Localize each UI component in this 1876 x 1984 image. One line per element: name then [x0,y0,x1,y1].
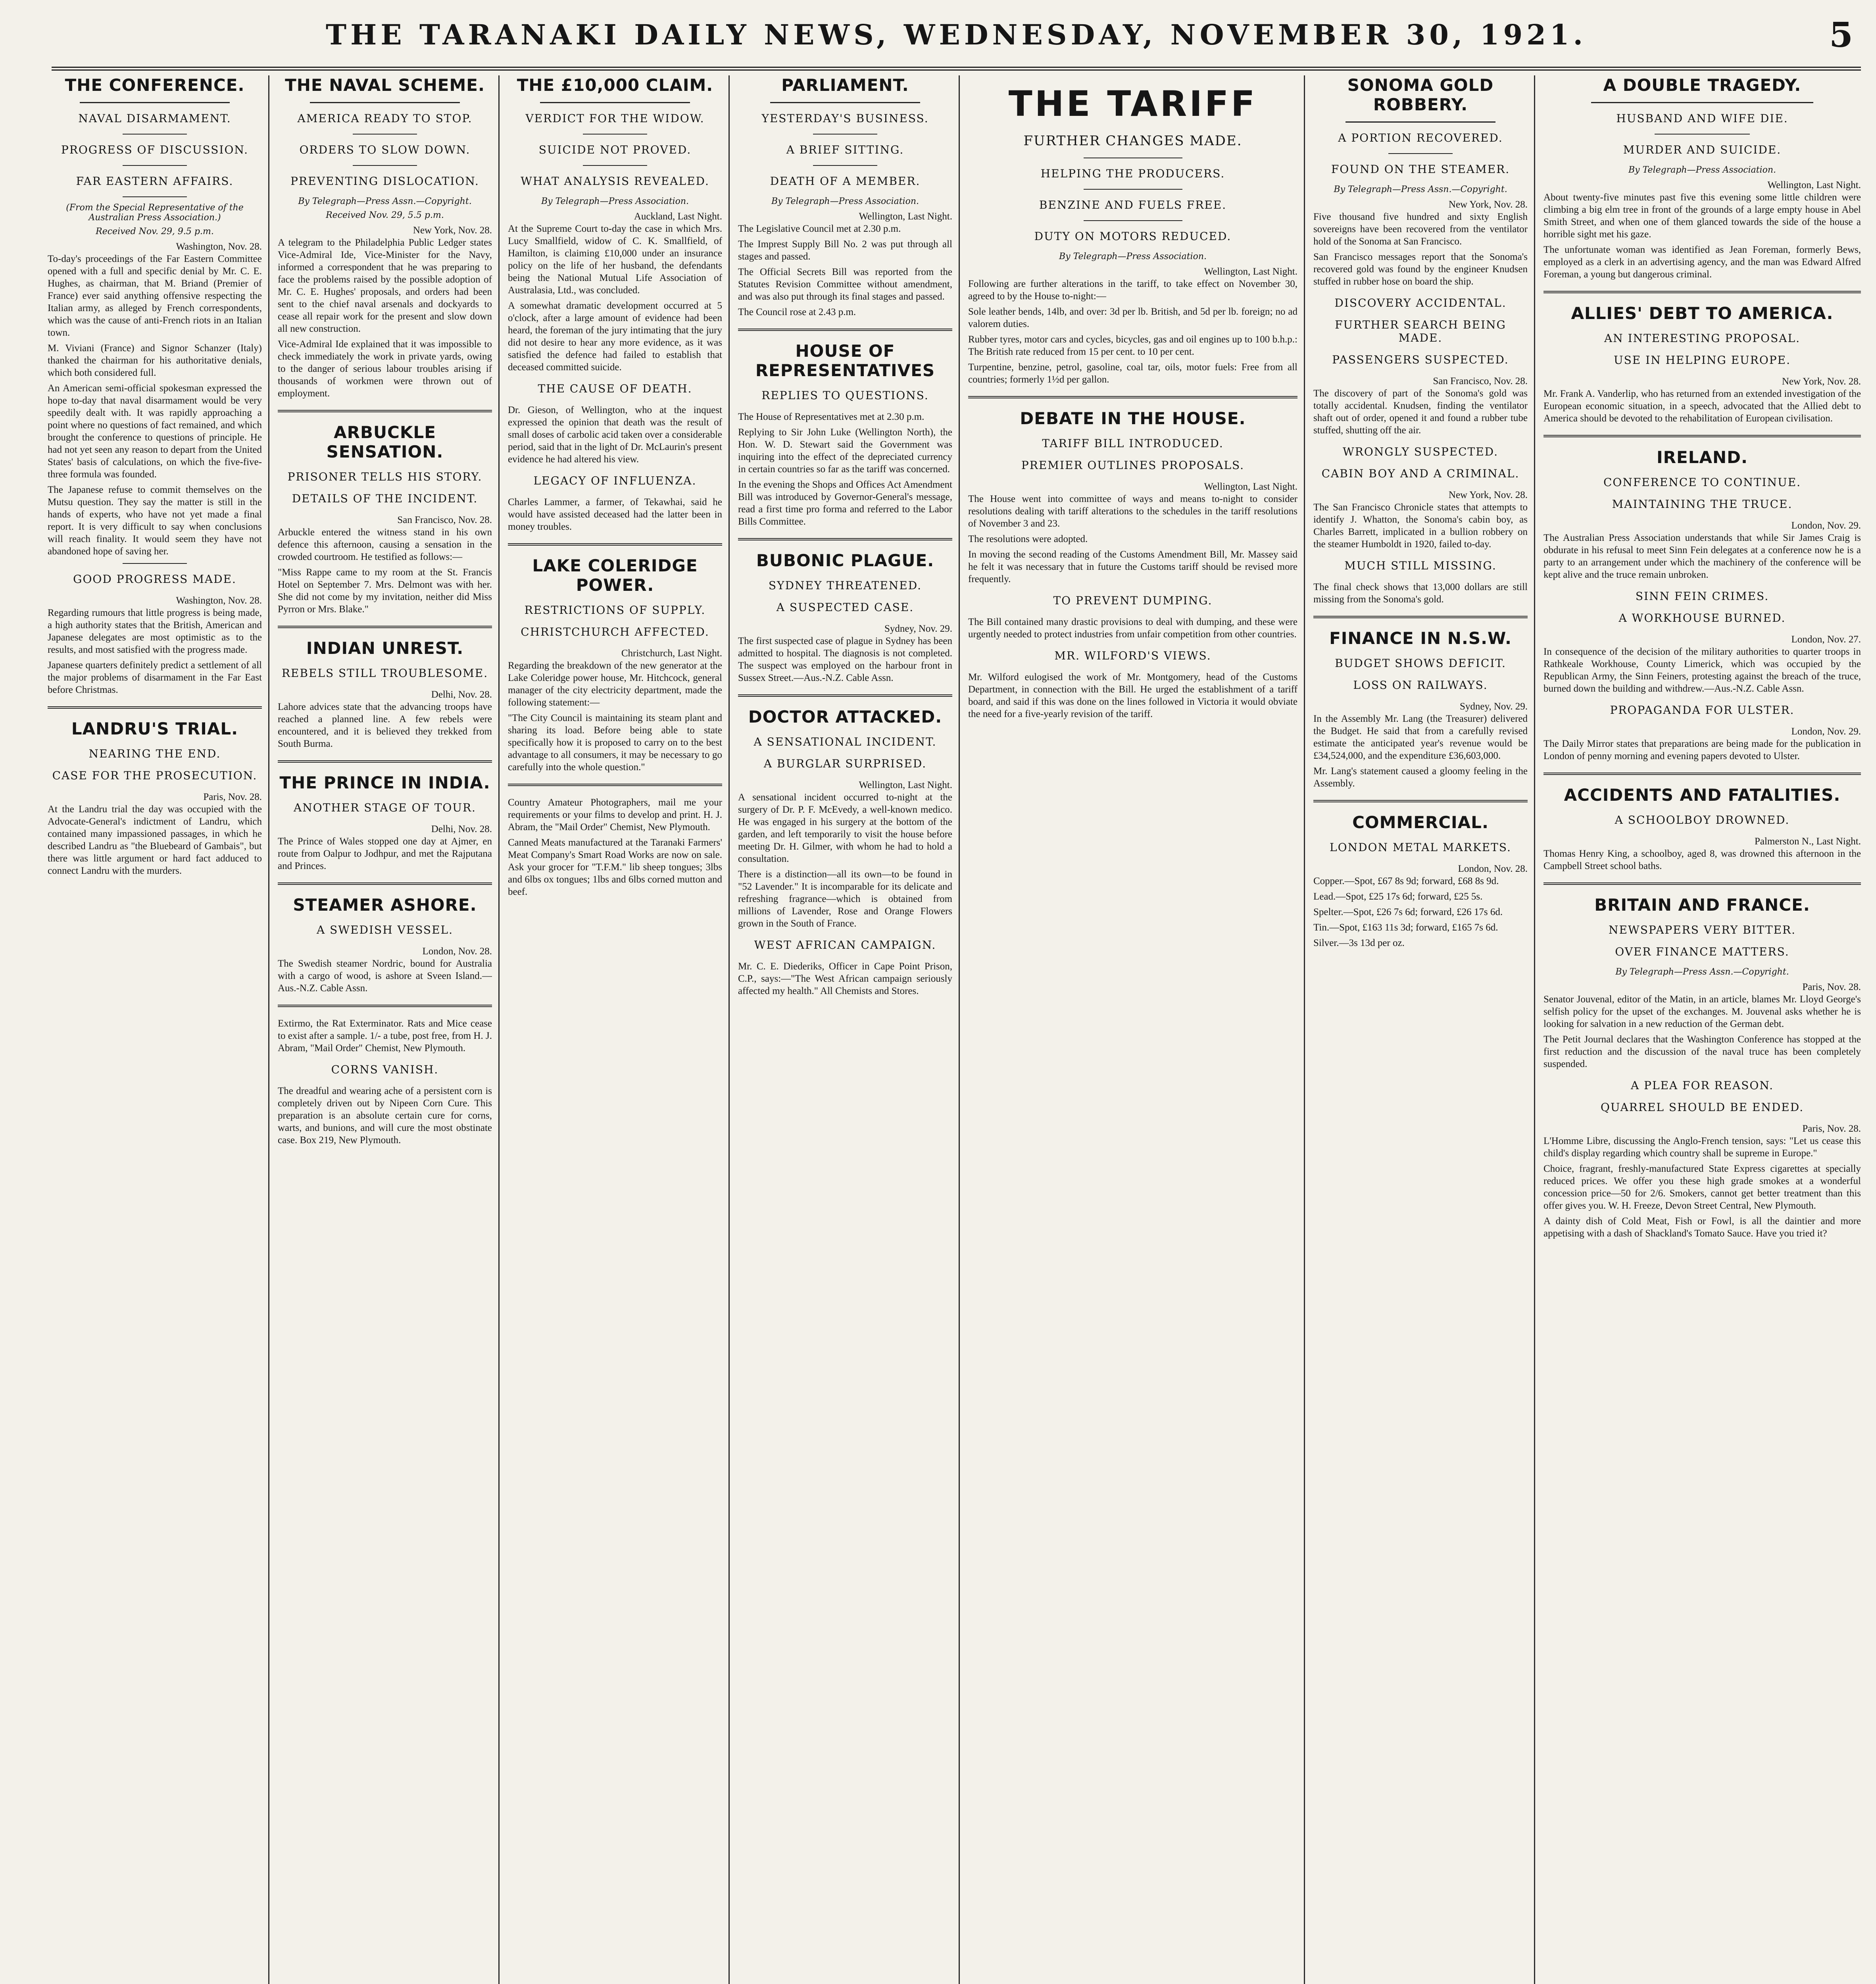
article-paragraph: Charles Lammer, a farmer, of Tekawhai, said he would have assisted deceased had the latter been in money troubles. [508,497,722,532]
article-paragraph: Mr. Lang's statement caused a gloomy feeling in the Assembly. [1313,766,1528,789]
page-number: 5 [1829,15,1853,55]
subhead: SYDNEY THREATENED. [768,579,922,592]
column-conference [48,75,262,1984]
credit-line: By Telegraph—Press Association. [1059,252,1207,261]
subhead: NEARING THE END. [88,747,221,760]
credit-line: By Telegraph—Press Association. [1628,165,1776,175]
column-claim [508,75,722,1984]
subhead: CHRISTCHURCH AFFECTED. [521,625,709,638]
masthead [52,7,1861,71]
subhead: PRISONER TELLS HIS STORY. [287,470,482,483]
subhead: HELPING THE PRODUCERS. [1040,167,1225,180]
article-paragraph: Following are further alterations in the tariff, to take effect on November 30, agreed to by the House to-night:— [968,279,1297,302]
article-paragraph: About twenty-five minutes past five this evening some little children were climbing a big elm tree in front of the grounds of a large empty house in Abel Smith Street, and when one of them glanced towards the side of the house a horrible sight met his gaze. [1543,192,1861,240]
headline-tariff: THE TARIFF [1008,83,1257,124]
headline-commercial: COMMERCIAL. [1352,813,1489,832]
subhead: HUSBAND AND WIFE DIE. [1616,112,1788,125]
headline-landru: LANDRU'S TRIAL. [71,719,238,738]
subhead: WHAT ANALYSIS REVEALED. [521,175,709,188]
advertisement: Mr. C. E. Diederiks, Officer in Cape Point Prison, C.P., says:—"The West African campaign seriously affected my health." All Chemists and Stores. [738,961,952,996]
article-paragraph: Rubber tyres, motor cars and cycles, bicycles, gas and oil engines up to 100 b.h.p.: The British rate reduced from 15 per cent. to 10 per cent. [968,334,1297,357]
advertisement: Country Amateur Photographers, mail me your requirements or your films to develop and print. H. J. Abram, the "Mail Order" Chemist, New Plymouth. [508,797,722,832]
subhead: BENZINE AND FUELS FREE. [1039,198,1227,211]
dateline: Washington, Nov. 28. [176,595,262,606]
dateline: London, Nov. 27. [1791,634,1861,645]
article-paragraph: Dr. Gieson, of Wellington, who at the inquest expressed the opinion that death was the result of small doses of carbolic acid taken over a considerable period, said that in the light of Dr. McLaurin's present evidence he had altered his view. [508,405,722,465]
subhead: REPLIES TO QUESTIONS. [761,389,929,402]
article-paragraph: The Australian Press Association understands that while Sir James Craig is obdurate in his refusal to meet Sinn Fein delegates at a conference now he is a party to an arrangement under which the machinery of the conference will be kept alive and the truce remain unbroken. [1543,533,1861,580]
subhead: CORNS VANISH. [331,1063,439,1076]
subhead: PREMIER OUTLINES PROPOSALS. [1021,459,1245,472]
article-paragraph: To-day's proceedings of the Far Eastern Committee opened with a full and specific denial by Mr. C. E. Hughes, as chairman, that M. Briand (Premier of France) ever said anything offensive respecting the Italian army, as alleged by French correspondents, which was the cause of anti-French riots in an Italian town. [48,254,262,338]
article-paragraph: A somewhat dramatic development occurred at 5 o'clock, after a large amount of evidence had been heard, the foreman of the jury intimating that the jury did not desire to hear any more evidence, as it was satisfied the defence had failed to establish that deceased committed suicide. [508,300,722,373]
column-sonoma [1313,75,1528,1984]
article-paragraph: The discovery of part of the Sonoma's gold was totally accidental. Knudsen, finding the ventilator shaft out of order, opened it and found a rubber tube stuffed, shutting off the air. [1313,388,1528,436]
subhead: MR. WILFORD'S VIEWS. [1054,649,1211,662]
subhead: DEATH OF A MEMBER. [770,175,921,188]
article-paragraph: Japanese quarters definitely predict a settlement of all the major problems of disarmament in the Far East before Christmas. [48,660,262,695]
subhead: MUCH STILL MISSING. [1344,559,1497,572]
subhead: ANOTHER STAGE OF TOUR. [294,801,476,814]
column-rule [1534,75,1535,1984]
subhead: MAINTAINING THE TRUCE. [1612,498,1793,511]
headline-prince-india: THE PRINCE IN INDIA. [279,773,490,792]
dateline: Sydney, Nov. 29. [884,623,952,634]
dateline: London, Nov. 28. [422,946,492,957]
headline-indian-unrest: INDIAN UNREST. [306,638,464,658]
subhead: FOUND ON THE STEAMER. [1331,163,1510,176]
column-right [1543,75,1861,1984]
article-paragraph: The final check shows that 13,000 dollars are still missing from the Sonoma's gold. [1313,582,1528,605]
subhead: DUTY ON MOTORS REDUCED. [1034,230,1232,243]
received-line: Received Nov. 29, 5.5 p.m. [326,210,444,220]
advertisement: A dainty dish of Cold Meat, Fish or Fowl, is all the daintier and more appetising with a dash of Shackland's Tomato Sauce. Have you tried it? [1543,1216,1861,1239]
subhead: CASE FOR THE PROSECUTION. [52,769,258,782]
subhead: AN INTERESTING PROPOSAL. [1604,332,1801,345]
article-paragraph: Thomas Henry King, a schoolboy, aged 8, was drowned this afternoon in the Campbell Street school baths. [1543,848,1861,871]
headline-bubonic-plague: BUBONIC PLAGUE. [756,551,934,570]
article-paragraph: The Prince of Wales stopped one day at Ajmer, en route from Oalpur to Jodhpur, and met the Rajputana and Princes. [278,836,492,871]
dateline: Paris, Nov. 28. [203,792,262,802]
headline-britain-france: BRITAIN AND FRANCE. [1594,895,1810,915]
advertisement: Extirmo, the Rat Exterminator. Rats and Mice cease to exist after a sample. 1/- a tube, post free, from H. J. Abram, "Mail Order" Chemist, New Plymouth. [278,1018,492,1054]
dateline: Delhi, Nov. 28. [431,689,492,700]
subhead: SINN FEIN CRIMES. [1635,590,1769,603]
subhead: LEGACY OF INFLUENZA. [533,474,697,487]
column-parliament [738,75,952,1984]
article-paragraph: The Imprest Supply Bill No. 2 was put through all stages and passed. [738,239,952,262]
article-paragraph: The resolutions were adopted. [968,534,1088,544]
article-paragraph: Vice-Admiral Ide explained that it was impossible to check immediately the work in private yards, owing to the danger of serious labour troubles arising if thousands of workmen were thrown out of employment. [278,339,492,399]
dateline: San Francisco, Nov. 28. [1433,376,1528,386]
article-paragraph: "The City Council is maintaining its steam plant and sharing its load. Before being able to state specifically how it is proposed to carry on to the best advantage to all consumers, it may be necessary to go carefully into the whole question." [508,713,722,773]
dateline: Wellington, Last Night. [1767,180,1861,190]
headline-steamer-ashore: STEAMER ASHORE. [293,895,477,915]
column-rule [959,75,960,1984]
subhead: RESTRICTIONS OF SUPPLY. [524,604,706,617]
headline-naval-scheme: THE NAVAL SCHEME. [285,75,485,95]
subhead: A SENSATIONAL INCIDENT. [753,735,937,748]
subhead: SUICIDE NOT PROVED. [538,143,692,156]
article-paragraph: Lahore advices state that the advancing troops have reached a planned line. A few rebels were encountered, and it is believed they trekked from South Burma. [278,702,492,749]
headline-conference: THE CONFERENCE. [65,75,245,95]
column-rule [1304,75,1305,1984]
subhead: AMERICA READY TO STOP. [297,112,473,125]
article-paragraph: The Petit Journal declares that the Washington Conference has stopped at the first reduction and the discussion of the naval truce has been completely suspended. [1543,1034,1861,1069]
article-paragraph: The San Francisco Chronicle states that attempts to identify J. Whatton, the Sonoma's cabin boy, as Charles Barrett, implicated in a bullion robbery on the steamer Humboldt in 1920, failed to-day. [1313,502,1528,550]
dateline: New York, Nov. 28. [1448,490,1528,500]
subhead: LONDON METAL MARKETS. [1330,841,1511,854]
headline-debate: DEBATE IN THE HOUSE. [1020,409,1246,428]
received-line: Received Nov. 29, 9.5 p.m. [96,227,214,236]
subhead: FURTHER SEARCH BEING MADE. [1335,318,1506,344]
article-paragraph: In moving the second reading of the Customs Amendment Bill, Mr. Massey said he felt it was necessary that in future the Customs tariff should be revised more frequently. [968,549,1297,584]
dateline: London, Nov. 29. [1791,726,1861,737]
subhead: PROGRESS OF DISCUSSION. [61,143,249,156]
column-tariff [968,75,1297,1984]
article-paragraph: At the Supreme Court to-day the case in which Mrs. Lucy Smallfield, widow of C. K. Smallfield, of Hamilton, is claiming £10,000 under an insurance policy on the life of her husband, the defendants being the National Mutual Life Association of Australasia, Ltd., was concluded. [508,223,722,296]
subhead: REBELS STILL TROUBLESOME. [281,667,488,680]
article-paragraph: In the Assembly Mr. Lang (the Treasurer) delivered the Budget. He said that from a carefully revised estimate the anticipated year's revenue would be £34,524,000, and the expenditure £36,603,000. [1313,713,1528,761]
subhead: A SWEDISH VESSEL. [317,923,453,936]
article-paragraph: An American semi-official spokesman expressed the hope to-day that naval disarmament would be very speedily dealt with. It was rapidly approaching a point where no questions of fact remained, and which brought the conference to questions of principle. He had not yet seen any reason to depart from the United States' basis of calculations, on which the five-five-three formula was founded. [48,383,262,480]
headline-house: HOUSE OF REPRESENTATIVES [755,341,935,380]
dateline: Sydney, Nov. 29. [1459,701,1528,712]
headline-arbuckle: ARBUCKLE SENSATION. [326,423,444,461]
headline-lake-coleridge: LAKE COLERIDGE POWER. [532,556,698,595]
headline-double-tragedy: A DOUBLE TRAGEDY. [1603,75,1801,95]
article-paragraph: In consequence of the decision of the military authorities to quarter troops in Rathkeale Workhouse, County Limerick, which was occupied by the Republican Army, the Sinn Feiners, protesting against the breach of the truce, burned down the building and withdrew.—Aus.-N.Z. Cable Assn. [1543,646,1861,694]
advertisement: Canned Meats manufactured at the Taranaki Farmers' Meat Company's Smart Road Works are now on sale. Ask your grocer for "T.F.M." lib sheep tongues; 3lbs and 6lbs ox tongues; 1lbs and 6lbs corned mutton and beef. [508,837,722,897]
article-paragraph: Regarding the breakdown of the new generator at the Lake Coleridge power house, Mr. Hitchcock, general manager of the city electricity department, made the following statement:— [508,660,722,708]
subhead: FURTHER CHANGES MADE. [1023,133,1242,149]
article-paragraph: The Swedish steamer Nordric, bound for Australia with a cargo of wood, is ashore at Sveen Island.—Aus.-N.Z. Cable Assn. [278,958,492,994]
credit-line: By Telegraph—Press Assn.—Copyright. [298,196,472,206]
advertisement: There is a distinction—all its own—to be found in "52 Lavender." It is incomparable for its delicate and refreshing fragrance—which is obtained from millions of Lavender, Rose and Orange Flowers grown in the South of France. [738,869,952,929]
credit-line: By Telegraph—Press Assn.—Copyright. [1334,185,1507,194]
article-paragraph: Arbuckle entered the witness stand in his own defence this afternoon, causing a sensation in the crowded courtroom. He testified as follows:— [278,527,492,562]
article-paragraph: Mr. Wilford eulogised the work of Mr. Montgomery, head of the Customs Department, in connection with the Bill. He urged the establishment of a tariff board, and said if this was done on the lines followed in Victoria it would obviate the need for a five-yearly revision of the tariff. [968,672,1297,719]
dateline: Paris, Nov. 28. [1802,1123,1861,1134]
dateline: Washington, Nov. 28. [176,241,262,252]
subhead: DETAILS OF THE INCIDENT. [292,492,478,505]
headline-claim: THE £10,000 CLAIM. [517,75,713,95]
article-paragraph: The Council rose at 2.43 p.m. [738,307,856,317]
article-paragraph: San Francisco messages report that the Sonoma's recovered gold was found by the engineer Knudsen stuffed in rubber hose on board the ship. [1313,252,1528,287]
dateline: Delhi, Nov. 28. [431,824,492,834]
article-paragraph: The House went into committee of ways and means to-night to consider resolutions dealing with tariff alterations to the schedules in the tariff resolutions of November 3 and 23. [968,494,1297,529]
dateline: Wellington, Last Night. [859,211,952,222]
subhead: A SCHOOLBOY DROWNED. [1615,813,1790,827]
dateline: Christchurch, Last Night. [621,648,722,659]
headline-accidents: ACCIDENTS AND FATALITIES. [1564,785,1841,805]
subhead: PROPAGANDA FOR ULSTER. [1610,704,1795,717]
article-paragraph: Sole leather bends, 14lb, and over: 3d per lb. British, and 5d per lb. foreign; no ad valorem duties. [968,306,1297,329]
article-paragraph: The House of Representatives met at 2.30 p.m. [738,411,925,422]
article-paragraph: The Legislative Council met at 2.30 p.m. [738,223,901,234]
subhead: A WORKHOUSE BURNED. [1618,611,1786,625]
subhead: A PORTION RECOVERED. [1338,131,1503,144]
dateline: New York, Nov. 28. [1782,376,1861,387]
market-line: Spelter.—Spot, £26 7s 6d; forward, £26 17s 6d. [1313,907,1503,917]
article-paragraph: The first suspected case of plague in Sydney has been admitted to hospital. The diagnosis is not completed. The suspect was employed on the harbour front in Sussex Street.—Aus.-N.Z. Cable Assn. [738,636,952,683]
subhead: BUDGET SHOWS DEFICIT. [1335,657,1506,670]
headline-allies-debt: ALLIES' DEBT TO AMERICA. [1571,304,1834,323]
headline-parliament: PARLIAMENT. [781,75,909,95]
dateline: San Francisco, Nov. 28. [397,515,492,525]
article-paragraph: A telegram to the Philadelphia Public Ledger states Vice-Admiral Ide, Vice-Minister for the Navy, informed a correspondent that he was preparing to face the problems raised by the possible adoption of Mr. C. E. Hughes' proposals, and orders had been sent to the chief naval arsenals and dockyards to cease all repair work for the present and slow down all new construction. [278,237,492,334]
credit-line: By Telegraph—Press Association. [541,196,689,206]
credit-line: By Telegraph—Press Assn.—Copyright. [1615,967,1789,977]
subhead: TO PREVENT DUMPING. [1053,594,1213,607]
article-paragraph: Senator Jouvenal, editor of the Matin, in an article, blames Mr. Lloyd George's selfish policy for the upset of the exchanges. M. Jouvenal asks whether he is looking for salvation in a new reduction of the German debt. [1543,994,1861,1029]
column-rule [498,75,500,1984]
dateline: London, Nov. 29. [1791,520,1861,531]
headline-doctor-attacked: DOCTOR ATTACKED. [748,707,942,727]
article-paragraph: The Bill contained many drastic provisions to deal with dumping, and these were urgently needed to protect industries from unfair competition from other countries. [968,617,1297,640]
masthead-title: THE TARANAKI DAILY NEWS, WEDNESDAY, NOVEMBER 30, 1921. [326,18,1587,51]
article-paragraph: The Official Secrets Bill was reported from the Statutes Revision Committee without amendment, and was also put through its final stages and passed. [738,267,952,302]
credit-line: By Telegraph—Press Association. [771,196,919,206]
subhead: A BURGLAR SURPRISED. [763,757,927,770]
subhead: PREVENTING DISLOCATION. [290,175,479,188]
subhead: THE CAUSE OF DEATH. [538,382,692,395]
market-line: Tin.—Spot, £163 11s 3d; forward, £165 7s 6d. [1313,922,1498,933]
subhead: CABIN BOY AND A CRIMINAL. [1321,467,1520,480]
headline-finance-nsw: FINANCE IN N.S.W. [1329,629,1512,648]
subhead: A PLEA FOR REASON. [1631,1079,1774,1092]
article-paragraph: "Miss Rappe came to my room at the St. Francis Hotel on September 7. Mrs. Delmont was with her. She did not come by my invitation, neither did Miss Pyrron or Mrs. Blake." [278,567,492,615]
dateline: Auckland, Last Night. [634,211,722,222]
column-naval [278,75,492,1984]
article-paragraph: Mr. Frank A. Vanderlip, who has returned from an extended investigation of the European economic situation, in a speech, advocated that the Allied debt to America should be devoted to the rehabilitation of European civilisation. [1543,388,1861,424]
subhead: VERDICT FOR THE WIDOW. [525,112,705,125]
article-paragraph: In the evening the Shops and Offices Act Amendment Bill was introduced by Governor-General's message, read a first time pro forma and referred to the Labor Bills Committee. [738,479,952,527]
subhead: WRONGLY SUSPECTED. [1342,445,1498,458]
article-paragraph: The Daily Mirror states that preparations are being made for the publication in London of penny morning and evening papers devoted to Ulster. [1543,738,1861,761]
subhead: ORDERS TO SLOW DOWN. [299,143,471,156]
dateline: Paris, Nov. 28. [1802,982,1861,992]
article-paragraph: M. Viviani (France) and Signor Schanzer (Italy) thanked the chairman for his authoritative denials, which both considered full. [48,343,262,378]
dateline: Palmerston N., Last Night. [1754,836,1861,847]
subhead: FAR EASTERN AFFAIRS. [76,175,234,188]
article-paragraph: A sensational incident occurred to-night at the surgery of Dr. P. F. McEvedy, a well-known medico. He was engaged in his surgery at the bottom of the garden, and left temporarily to visit the house before meeting Dr. H. Gilmer, with whom he had to hold a consultation. [738,792,952,864]
article-paragraph: Turpentine, benzine, petrol, gasoline, coal tar, oils, motor fuels: Free from all countries; formerly 1½d per gallon. [968,362,1297,385]
subhead: A BRIEF SITTING. [786,143,904,156]
subhead: CONFERENCE TO CONTINUE. [1603,476,1801,489]
subhead: YESTERDAY'S BUSINESS. [761,112,929,125]
dateline: Wellington, Last Night. [1204,266,1297,277]
subhead: QUARREL SHOULD BE ENDED. [1600,1101,1804,1114]
headline-ireland: IRELAND. [1657,448,1748,467]
advertisement: Choice, fragrant, freshly-manufactured State Express cigarettes at specially reduced prices. We offer you these high grade smokes at a wonderful concession price—50 for 2/6. Smokers, cannot get better treatment than this offer gives you. W. H. Freeze, Devon Street Central, New Plymouth. [1543,1163,1861,1211]
dateline: New York, Nov. 28. [1448,199,1528,210]
subhead: GOOD PROGRESS MADE. [73,573,236,586]
subhead: WEST AFRICAN CAMPAIGN. [754,938,936,952]
article-paragraph: Regarding rumours that little progress is being made, a high authority states that the British, American and Japanese delegates are most optimistic as to the results, and most satisfied with the progress made. [48,608,262,655]
article-paragraph: The Japanese refuse to commit themselves on the Mutsu question. They say the matter is still in the hands of experts, who have not yet made a final report. It is very difficult to say when conclusions will reach finality. It would seem they have not abandoned hope of saving her. [48,484,262,557]
subhead: LOSS ON RAILWAYS. [1353,679,1488,692]
advertisement: The dreadful and wearing ache of a persistent corn is completely driven out by Nipeen Corn Cure. This preparation is an absolute certain cure for corns, warts, and bunions, and will cure the most obstinate case. Box 219, New Plymouth. [278,1086,492,1146]
article-paragraph: At the Landru trial the day was occupied with the Advocate-General's indictment of Landru, which contained many impassioned passages, in which he described Landru as "the Bluebeard of Gambais", but there was little argument or hard fact adduced to connect Landru with the murders. [48,804,262,876]
dateline: Wellington, Last Night. [859,780,952,790]
article-paragraph: Replying to Sir John Luke (Wellington North), the Hon. W. D. Stewart said the Government was inquiring into the effect of the depreciated currency in certain countries so far as the tariff was concerned. [738,427,952,475]
dateline: Wellington, Last Night. [1204,481,1297,492]
credit-line: (From the Special Representative of the Australian Press Association.) [66,203,244,223]
subhead: A SUSPECTED CASE. [776,601,914,614]
column-rule [268,75,269,1984]
market-line: Silver.—3s 13d per oz. [1313,938,1405,948]
subhead: TARIFF BILL INTRODUCED. [1042,437,1224,450]
market-line: Lead.—Spot, £25 17s 6d; forward, £25 5s. [1313,891,1483,902]
market-line: Copper.—Spot, £67 8s 9d; forward, £68 8s 9d. [1313,876,1499,886]
article-paragraph: L'Homme Libre, discussing the Anglo-French tension, says: "Let us cease this child's display regarding which country shall be supreme in Europe." [1543,1136,1861,1159]
headline-sonoma: SONOMA GOLD ROBBERY. [1347,75,1494,114]
dateline: New York, Nov. 28. [413,225,492,236]
dateline: London, Nov. 28. [1458,863,1528,874]
article-paragraph: Five thousand five hundred and sixty English sovereigns have been recovered from the ventilator hold of the Sonoma at San Francisco. [1313,211,1528,247]
column-rule [728,75,730,1984]
article-paragraph: The unfortunate woman was identified as Jean Foreman, formerly Bews, employed as a clerk in an advertising agency, and the man was Edward Alfred Foreman, a young but dangerous criminal. [1543,244,1861,280]
subhead: MURDER AND SUICIDE. [1623,143,1782,156]
subhead: NAVAL DISARMAMENT. [78,112,231,125]
subhead: DISCOVERY ACCIDENTAL. [1334,296,1507,310]
subhead: NEWSPAPERS VERY BITTER. [1608,923,1796,936]
subhead: PASSENGERS SUSPECTED. [1332,353,1509,366]
subhead: OVER FINANCE MATTERS. [1615,945,1790,958]
subhead: USE IN HELPING EUROPE. [1614,354,1791,367]
